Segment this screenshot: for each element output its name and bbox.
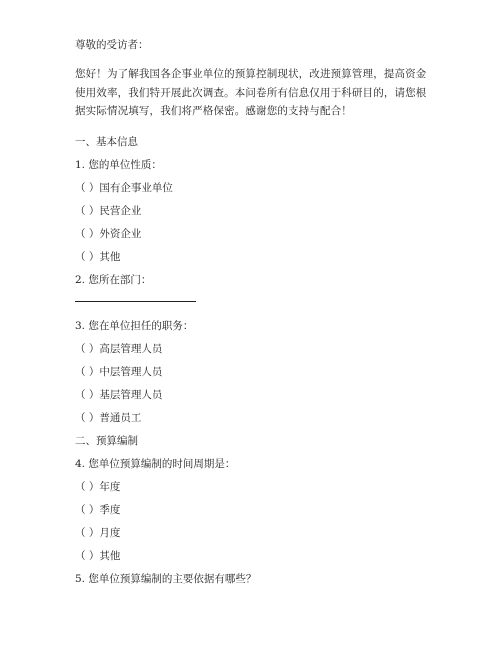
q4-option-quarterly: （ ）季度 xyxy=(75,504,121,516)
q1-option-private: （ ）民营企业 xyxy=(75,205,142,217)
q3-option-junior: （ ）基层管理人员 xyxy=(75,389,163,401)
question-2-label: 2. 您所在部门： xyxy=(75,274,152,286)
question-1-label: 1. 您的单位性质： xyxy=(75,159,162,171)
q4-option-monthly: （ ）月度 xyxy=(75,527,121,539)
section-title-basic-info: 一、基本信息 xyxy=(75,136,138,148)
q3-option-middle: （ ）中层管理人员 xyxy=(75,366,163,378)
intro-paragraph: 您好！为了解我国各企事业单位的预算控制现状，改进预算管理，提高资金使用效率，我们特开展此次调查。本问卷所有信息仅用于科研目的，请您根据实际情况填写，我们将严格保密。感谢您的支持与配合！ xyxy=(75,68,427,118)
question-4-label: 4. 您单位预算编制的时间周期是： xyxy=(75,458,236,470)
question-3-label: 3. 您在单位担任的职务： xyxy=(75,320,194,332)
department-fill-in-line xyxy=(75,301,196,302)
q4-option-other: （ ）其他 xyxy=(75,550,121,562)
question-5-label: 5. 您单位预算编制的主要依据有哪些？ xyxy=(75,573,257,585)
q1-option-foreign: （ ）外资企业 xyxy=(75,228,142,240)
q1-option-state-owned: （ ）国有企事业单位 xyxy=(75,182,173,194)
greeting: 尊敬的受访者： xyxy=(75,39,149,51)
section-title-budget-preparation: 二、预算编制 xyxy=(75,435,138,447)
q4-option-annual: （ ）年度 xyxy=(75,481,121,493)
q3-option-staff: （ ）普通员工 xyxy=(75,412,142,424)
q3-option-senior: （ ）高层管理人员 xyxy=(75,343,163,355)
q1-option-other: （ ）其他 xyxy=(75,251,121,263)
